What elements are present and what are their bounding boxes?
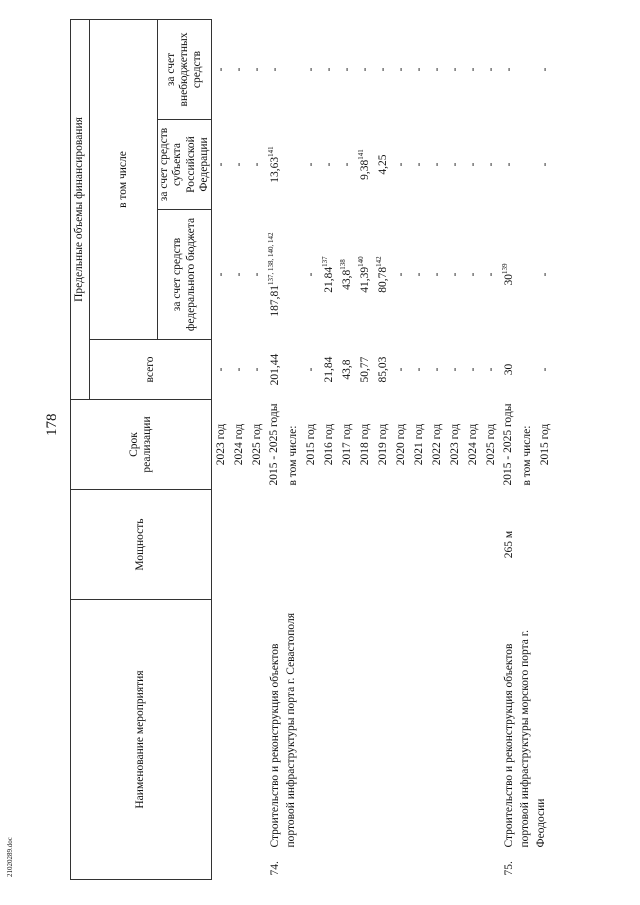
cell-name [464,600,482,880]
header-extra: за счет внебюджетных средств [158,20,212,120]
cell-capacity [410,490,428,600]
footer-code: 21020289.doc [6,837,14,877]
cell-regional [338,120,356,210]
cell-total [284,340,302,400]
cell-total: - [233,367,245,372]
cell-name [428,600,446,880]
cell-total: - [449,367,461,372]
cell-name [266,600,297,880]
regional-value: 9,38 [359,159,371,180]
cell-total: - [485,367,497,372]
cell-extrabudgetary [518,20,536,120]
table-row [338,20,356,880]
cell-regional [392,120,410,210]
rotated-table-container [70,20,610,880]
table-row [266,20,284,880]
cell-capacity [284,490,302,600]
cell-capacity [266,490,284,600]
cell-total: 85,03 [377,356,389,383]
cell-capacity [446,490,464,600]
cell-term: 2016 год [323,423,335,466]
cell-regional [320,120,338,210]
cell-extrabudgetary: - [269,67,281,72]
regional-value: 13,63 [269,156,281,183]
cell-name [374,600,392,880]
cell-capacity [428,490,446,600]
cell-term: 2015 - 2025 годы [268,403,280,486]
cell-federal [374,210,392,340]
federal-value: 21,84 [323,266,335,293]
federal-footnote: 138 [339,259,348,270]
regional-value: - [341,162,353,167]
event-name: Строительство и реконструкция объектов портовой инфраструктуры порта г. Севастополя [269,612,297,848]
federal-value: - [413,272,425,277]
cell-federal [356,210,374,340]
cell-federal [320,210,338,340]
cell-name [248,600,266,880]
row-number: 75. [503,861,515,876]
table-row [356,20,374,880]
regional-value: - [503,162,515,167]
cell-term: 2015 год [305,423,317,466]
cell-term: 2024 год [467,423,479,466]
cell-federal [464,210,482,340]
federal-value: - [431,272,443,277]
header-regional: за счет средств субъекта Российской Федерации [158,120,212,210]
federal-value: - [251,272,263,277]
cell-name [230,600,248,880]
regional-value: - [233,162,245,167]
cell-federal [248,210,266,340]
table-row [482,20,500,880]
cell-regional [374,120,392,210]
cell-regional [446,120,464,210]
cell-extrabudgetary: - [359,67,371,72]
cell-capacity [230,490,248,600]
cell-term: в том числе: [287,425,299,486]
cell-term: 2023 год [449,423,461,466]
cell-federal [230,210,248,340]
cell-extrabudgetary: - [233,67,245,72]
cell-name [392,600,410,880]
cell-federal [284,210,302,340]
cell-regional [500,120,518,210]
cell-capacity [482,490,500,600]
cell-total: - [539,367,551,372]
cell-term: 2025 год [485,423,497,466]
cell-capacity [248,490,266,600]
cell-capacity [374,490,392,600]
cell-total: - [467,367,479,372]
cell-regional [266,120,284,210]
cell-regional [518,120,536,210]
cell-total: 50,77 [359,356,371,383]
cell-total: - [431,367,443,372]
cell-federal [428,210,446,340]
cell-extrabudgetary: - [431,67,443,72]
cell-capacity [536,490,554,600]
federal-value: - [215,272,227,277]
cell-capacity [464,490,482,600]
cell-regional [536,120,554,210]
cell-federal [410,210,428,340]
cell-extrabudgetary: - [323,67,335,72]
cell-total [518,340,536,400]
cell-extrabudgetary: - [485,67,497,72]
header-term: Срок реализации [71,400,212,490]
cell-extrabudgetary: - [413,67,425,72]
federal-value: - [395,272,407,277]
regional-value: - [251,162,263,167]
cell-capacity [320,490,338,600]
cell-total: 21,84 [323,356,335,383]
table-row [392,20,410,880]
cell-total: - [413,367,425,372]
cell-capacity [212,490,231,600]
regional-value: - [323,162,335,167]
cell-extrabudgetary: - [395,67,407,72]
cell-extrabudgetary: - [503,67,515,72]
row-number: 74. [269,861,281,876]
header-name: Наименование мероприятия [71,600,212,880]
cell-total: 30 [503,363,515,376]
federal-value: 43,8 [341,269,353,290]
cell-federal [392,210,410,340]
federal-value: - [305,272,317,277]
cell-extrabudgetary: - [539,67,551,72]
federal-value: - [467,272,479,277]
regional-footnote: 141 [267,146,276,157]
cell-extrabudgetary: - [449,67,461,72]
federal-value: 41,39 [359,266,371,293]
table-body [212,20,555,880]
cell-name [356,600,374,880]
cell-name [302,600,320,880]
cell-total: - [215,367,227,372]
cell-term: 2018 год [359,423,371,466]
table-row [410,20,428,880]
cell-name [338,600,356,880]
cell-term: 2021 год [413,423,425,466]
federal-footnote: 140 [357,256,366,267]
cell-regional [230,120,248,210]
regional-value: - [395,162,407,167]
federal-footnote: 139 [501,263,510,274]
regional-value: - [485,162,497,167]
header-federal: за счет средств федерального бюджета [158,210,212,340]
cell-term: 2015 - 2025 годы [502,403,514,486]
federal-footnote: 142 [375,256,384,267]
cell-federal [482,210,500,340]
regional-value: - [467,162,479,167]
cell-total: - [305,367,317,372]
cell-capacity: 265 м [503,530,515,559]
table-header [71,20,212,880]
header-limits: Предельные объемы финансирования [71,20,90,400]
cell-extrabudgetary: - [377,67,389,72]
cell-extrabudgetary: - [305,67,317,72]
cell-total: - [395,367,407,372]
table-row [428,20,446,880]
cell-name [320,600,338,880]
cell-regional [356,120,374,210]
regional-value: - [305,162,317,167]
federal-value: 80,78 [377,266,389,293]
cell-name [446,600,464,880]
cell-name [482,600,500,880]
cell-term: в том числе: [521,425,533,486]
event-name: Строительство и реконструкция объектов портовой инфраструктуры морского порта г. Феодосии [503,629,547,848]
cell-capacity [356,490,374,600]
regional-footnote: 141 [357,149,366,160]
regional-value: - [413,162,425,167]
cell-term: 2017 год [341,423,353,466]
regional-value: - [539,162,551,167]
regional-value: - [215,162,227,167]
federal-value: - [485,272,497,277]
financing-table [70,19,554,880]
cell-term: 2024 год [233,423,245,466]
cell-federal [266,210,284,340]
header-capacity: Мощность [71,490,212,600]
table-row [212,20,231,880]
table-row [446,20,464,880]
cell-extrabudgetary: - [251,67,263,72]
cell-total: 43,8 [341,359,353,380]
cell-name [410,600,428,880]
cell-total: 201,44 [269,353,281,386]
cell-federal [518,210,536,340]
cell-term: 2025 год [251,423,263,466]
cell-name [500,600,547,880]
cell-regional [302,120,320,210]
cell-name [212,600,231,880]
cell-term: 2022 год [431,423,443,466]
cell-federal [212,210,231,340]
table-row [230,20,248,880]
cell-federal [446,210,464,340]
federal-value: - [539,272,551,277]
federal-value: 187,81 [269,284,281,317]
table-row [248,20,266,880]
regional-value: - [449,162,461,167]
cell-total: - [251,367,263,372]
table-row [320,20,338,880]
cell-term: 2023 год [215,423,227,466]
table-row [374,20,392,880]
federal-footnote: 137, 138, 140, 142 [267,232,276,285]
table-row [500,20,518,880]
federal-value: - [449,272,461,277]
regional-value: - [431,162,443,167]
cell-federal [302,210,320,340]
cell-federal [536,210,554,340]
cell-term: 2020 год [395,423,407,466]
table-row [464,20,482,880]
cell-extrabudgetary: - [215,67,227,72]
cell-federal [500,210,518,340]
cell-extrabudgetary: - [341,67,353,72]
regional-value: 4,25 [377,154,389,175]
cell-regional [464,120,482,210]
cell-term: 2019 год [377,423,389,466]
header-total: всего [90,340,212,400]
federal-footnote: 137 [321,256,330,267]
cell-capacity [518,490,536,600]
cell-capacity [392,490,410,600]
federal-value: 30 [503,274,515,286]
page-number: 178 [44,413,60,436]
cell-extrabudgetary [284,20,302,120]
cell-regional [212,120,231,210]
cell-extrabudgetary: - [467,67,479,72]
cell-regional [482,120,500,210]
cell-federal [338,210,356,340]
federal-value: - [233,272,245,277]
cell-regional [248,120,266,210]
table-row [302,20,320,880]
cell-term: 2015 год [539,423,551,466]
cell-regional [410,120,428,210]
cell-regional [428,120,446,210]
cell-regional [284,120,302,210]
header-including: в том числе [90,20,158,340]
cell-capacity [302,490,320,600]
cell-capacity [338,490,356,600]
